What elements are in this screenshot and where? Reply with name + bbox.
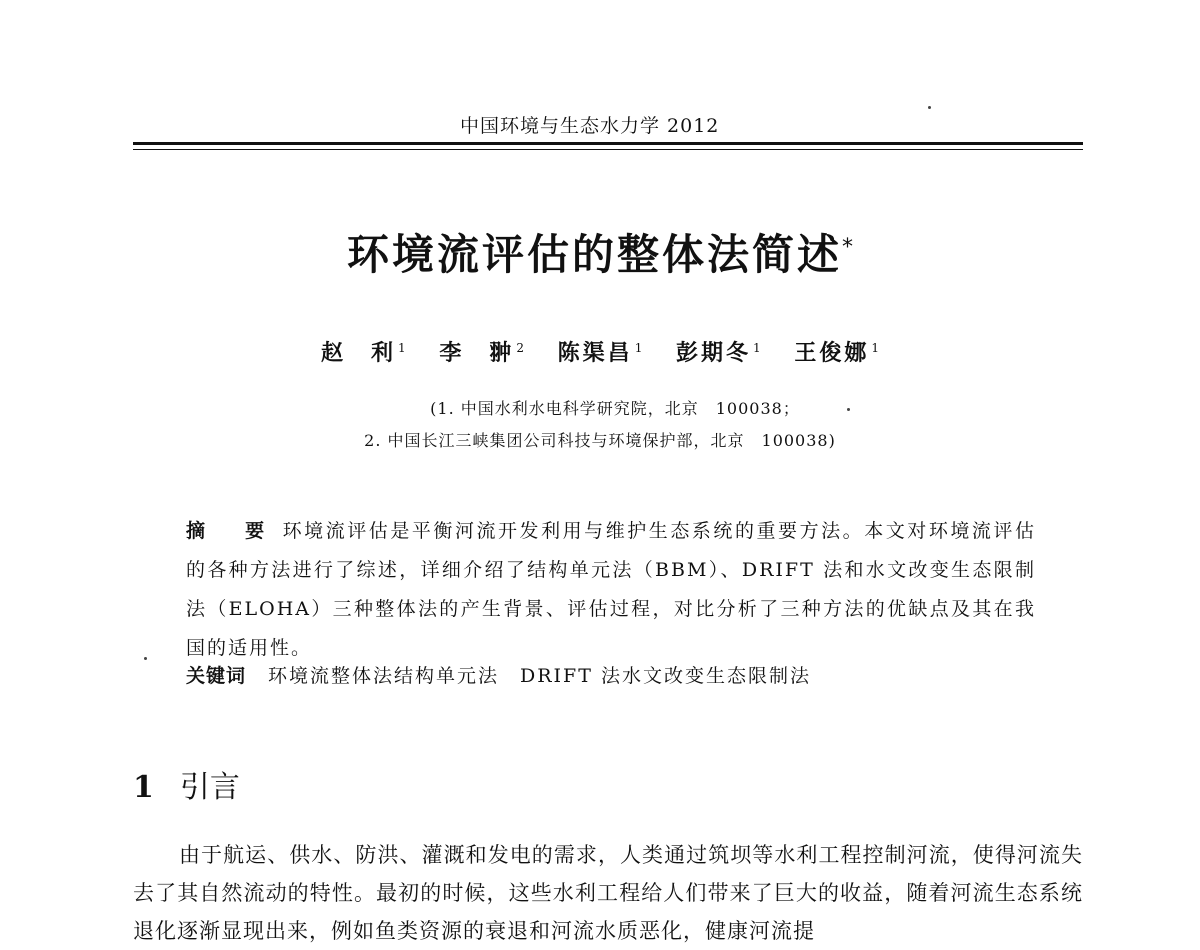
author [321,336,406,367]
author-name: 赵 利 [321,340,397,366]
keywords [186,661,1036,688]
author-name: 陈渠昌 [557,340,633,366]
abstract [186,512,1036,668]
keywords-text: 环境流整体法结构单元法 DRIFT 法水文改变生态限制法 [268,665,811,687]
keywords-label: 关键词 [186,665,247,687]
abstract-text: 环境流评估是平衡河流开发利用与维护生态系统的重要方法。本文对环境流评估的各种方法进行了综述，详细介绍了结构单元法（BBM）、DRIFT 法和水文改变生态限制法（ELOHA）三种整体法的产生背景、评估过程，对比分析了三种方法的优缺点及其在我国的适用性。 [186,520,1036,659]
author-affiliation-mark: 1 [753,340,761,355]
section-heading [133,762,240,806]
body-paragraph: 由于航运、供水、防洪、灌溉和发电的需求，人类通过筑坝等水利工程控制河流，使得河流失去了其自然流动的特性。最初的时候，这些水利工程给人们带来了巨大的收益，随着河流生态系统退化逐渐显现出来，例如鱼类资源的衰退和河流水质恶化，健康河流提 [133,843,1083,943]
author-list [0,336,1200,367]
header-rule-thick [133,142,1083,145]
author [439,336,524,367]
author-affiliation-mark: 1 [871,340,879,355]
scan-speck [144,657,147,660]
author-name: 王俊娜 [794,340,870,366]
running-header: 中国环境与生态水力学 2012 [460,115,720,137]
author-affiliation-mark: 1 [398,340,406,355]
author-name: 彭期冬 [676,340,752,366]
author-affiliation-mark: 2 [516,340,524,355]
paper-title-text: 环境流评估的整体法简述 [346,230,842,279]
paper-title [0,222,1200,282]
section-number: 1 [133,770,154,805]
title-footnote-mark: * [842,235,853,260]
author [794,336,879,367]
section-title: 引言 [179,770,240,805]
scan-speck [847,408,850,411]
author-name: 李 翀 [439,340,515,366]
affiliation-1: (1. 中国水利水电科学研究院，北京 100038； [430,399,800,418]
author [558,336,643,367]
abstract-label: 摘 要 [186,520,275,542]
author [676,336,761,367]
header-rule-thin [133,149,1083,150]
author-affiliation-mark: 1 [634,340,643,355]
affiliation-2: 2. 中国长江三峡集团公司科技与环境保护部，北京 100038) [364,431,836,450]
scan-speck [928,106,931,109]
